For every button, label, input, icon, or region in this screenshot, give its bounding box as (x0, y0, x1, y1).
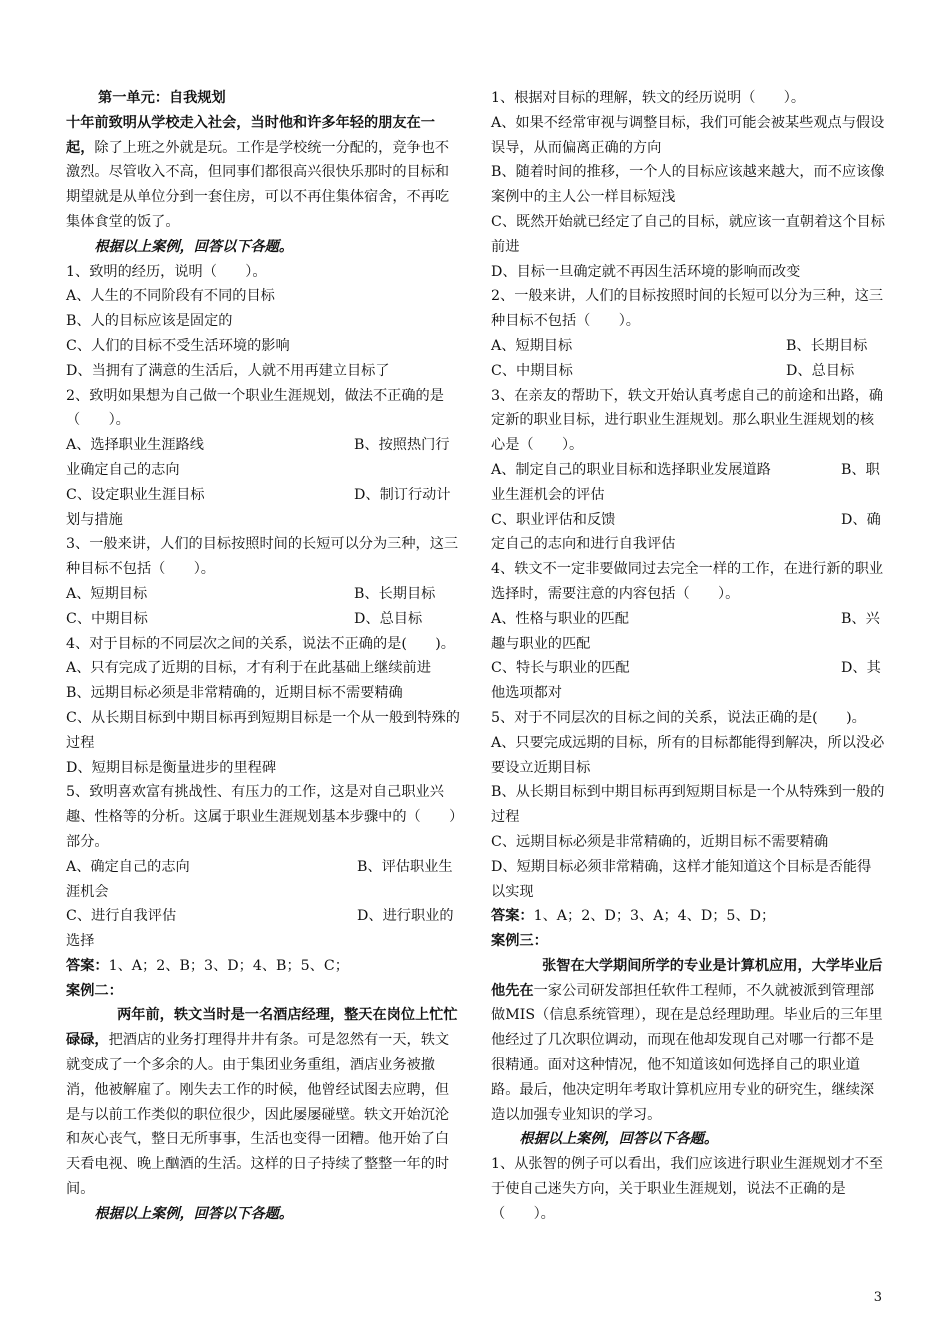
r-q3-option-c: C、职业评估和反馈 (491, 511, 616, 528)
l-q2-option-c: C、设定职业生涯目标 (66, 486, 205, 503)
l-q4-option-a: A、只有完成了近期的目标，才有利于在此基础上继续前进 (66, 660, 431, 677)
r-q2-options-cd (491, 359, 885, 384)
r-q4-option-d: D、其他选项都对 (491, 660, 881, 702)
l-q2-options-cd (66, 483, 460, 533)
case2-title: 案例二： (66, 982, 123, 999)
r-q4-options-cd (491, 656, 885, 706)
r-q1-option-c: C、既然开始就已经定了自己的目标，就应该一直朝着这个目标前进 (491, 213, 885, 255)
case2-bold: 两年前，轶文当时是一名酒店经理，整天在岗位上忙忙碌碌， (66, 1007, 458, 1049)
l-q1-option-c: C、人们的目标不受生活环境的影响 (66, 337, 290, 354)
l-q5-option-a: A、确定自己的志向 (66, 858, 190, 875)
case3-title: 案例三： (491, 933, 548, 950)
r-q1-option-d: D、目标一旦确定就不再因生活环境的影响而改变 (491, 263, 801, 280)
r-q1: 1、根据对目标的理解，轶文的经历说明（ ）。 (491, 90, 806, 106)
l-q1: 1、致明的经历，说明（ ）。 (66, 263, 267, 280)
r-q2-option-d: D、总目标 (786, 362, 855, 379)
r-q3: 3、在亲友的帮助下，轶文开始认真考虑自己的前途和出路，确定新的职业目标，进行职业生涯规划。那么职业生涯规划的核心是（ ）。 (491, 387, 884, 454)
l-q3-option-b: B、长期目标 (354, 585, 436, 602)
l-q3-option-d: D、总目标 (354, 610, 423, 627)
r-q5: 5、对于不同层次的目标之间的关系，说法正确的是( )。 (491, 709, 866, 726)
l-q3-option-c: C、中期目标 (66, 610, 148, 627)
l-q2: 2、致明如果想为自己做一个职业生涯规划，做法不正确的是（ ）。 (66, 387, 444, 429)
case1-prompt: 根据以上案例，回答以下各题。 (94, 238, 294, 255)
r-q2-option-a: A、短期目标 (491, 337, 573, 354)
l-q5: 5、致明喜欢富有挑战性、有压力的工作，这是对自己职业兴趣、性格等的分析。这属于职业生涯规划基本步骤中的（ ）部分。 (66, 784, 457, 850)
l-q5-option-b: B、评估职业生涯机会 (66, 858, 453, 900)
r-q1-option-b: B、随着时间的推移，一个人的目标应该越来越大，而不应该像案例中的主人公一样目标短浅 (491, 164, 885, 206)
r-answers (491, 904, 885, 929)
l-q3: 3、一般来讲，人们的目标按照时间的长短可以分为三种，这三种目标不包括（ ）。 (66, 536, 459, 578)
r-q4: 4、轶文不一定非要做同过去完全一样的工作，在进行新的职业选择时，需要注意的内容包括（ ）。 (491, 561, 884, 602)
r-q3-option-d: D、确定自己的志向和进行自我评估 (491, 511, 881, 553)
r-q1-option-a: A、如果不经常审视与调整目标，我们可能会被某些观点与假设误导，从而偏离正确的方向 (491, 114, 885, 156)
case3-rest: 一家公司研发部担任软件工程师，不久就被派到管理部做MIS（信息系统管理），现在是总经理助理。毕业后的三年里他经过了几次职位调动，而现在他却发现自己对哪一行都不是很精通。面对这种情况，他不知道该如何选择自己的职业道路。最后，他决定明年考取计算机应用专业的研究生，继续深造以加强专业知识的学习。 (491, 982, 883, 1123)
case1-paragraph (66, 111, 460, 235)
l-q2-option-b: B、按照热门行业确定自己的志向 (66, 437, 450, 478)
case3-paragraph (491, 954, 885, 1128)
case2-prompt: 根据以上案例，回答以下各题。 (94, 1205, 294, 1222)
r-q5-option-a: A、只要完成远期的目标，所有的目标都能得到解决，所以没必要设立近期目标 (491, 734, 885, 776)
l-q5-options-ab (66, 855, 460, 905)
r-q2-options-ab (491, 334, 885, 359)
r-q5-option-b: B、从长期目标到中期目标再到短期目标是一个从特殊到一般的过程 (491, 784, 885, 826)
l-answers (66, 954, 460, 979)
right-column (491, 86, 885, 1227)
l-q1-option-a: A、人生的不同阶段有不同的目标 (66, 288, 275, 305)
r-q4-options-ab (491, 607, 885, 657)
l-q4-option-d: D、短期目标是衡量进步的里程碑 (66, 759, 277, 776)
l-q4-option-b: B、远期目标必须是非常精确的，近期目标不需要精确 (66, 685, 403, 702)
r-q3-option-a: A、制定自己的职业目标和选择职业发展道路 (491, 461, 771, 478)
r-q4-option-b: B、兴趣与职业的匹配 (491, 610, 880, 652)
l-q1-option-d: D、当拥有了满意的生活后，人就不用再建立目标了 (66, 362, 390, 379)
l-q2-option-d: D、制订行动计划与措施 (66, 486, 451, 528)
case3-bold: 张智在大学期间所学的专业是计算机应用，大学毕业后他先在 (491, 957, 883, 999)
l-answers-text: 1、A；2、B；3、D；4、B；5、C； (108, 957, 349, 974)
r-q2-option-b: B、长期目标 (786, 337, 868, 354)
r-q2: 2、一般来讲，人们的目标按照时间的长短可以分为三种，这三种目标不包括（ ）。 (491, 288, 884, 330)
case2-paragraph (66, 1003, 460, 1201)
r-q3-options-cd (491, 508, 885, 558)
l-q4: 4、对于目标的不同层次之间的关系，说法不正确的是( )。 (66, 635, 455, 652)
r-q4-option-a: A、性格与职业的匹配 (491, 610, 629, 627)
l-q4-option-c: C、从长期目标到中期目标再到短期目标是一个从一般到特殊的过程 (66, 709, 460, 751)
case1-rest: 除了上班之外就是玩。工作是学校统一分配的，竞争也不激烈。尽管收入不高，但同事们都很高兴很快乐那时的目标和期望就是从单位分到一套住房，可以不再住集体宿舍，不再吃集体食堂的饭了。 (66, 139, 450, 230)
l-q3-option-a: A、短期目标 (66, 585, 148, 602)
r-q6: 1、从张智的例子可以看出，我们应该进行职业生涯规划才不至于使自己迷失方向，关于职业生涯规划，说法不正确的是（ ）。 (491, 1156, 884, 1222)
left-column (66, 86, 460, 1227)
l-q2-option-a: A、选择职业生涯路线 (66, 437, 204, 454)
case3-prompt: 根据以上案例，回答以下各题。 (519, 1131, 719, 1148)
r-answers-label: 答案： (491, 908, 534, 925)
unit-title: 第一单元：自我规划 (98, 90, 226, 106)
r-q3-option-b: B、职业生涯机会的评估 (491, 461, 880, 503)
r-q4-option-c: C、特长与职业的匹配 (491, 660, 630, 677)
case1-bold: 十年前致明从学校走入社会，当时他和许多年轻的朋友在一起， (66, 114, 435, 156)
l-q5-option-d: D、进行职业的选择 (66, 908, 454, 950)
l-q3-options-cd (66, 607, 460, 632)
l-q3-options-ab (66, 582, 460, 607)
r-answers-text: 1、A；2、D；3、A；4、D；5、D； (533, 908, 776, 925)
page-number: 3 (873, 1290, 882, 1305)
l-q5-options-cd (66, 904, 460, 954)
l-q2-options-ab (66, 433, 460, 483)
r-q3-options-ab (491, 458, 885, 508)
r-q5-option-d: D、短期目标必须非常精确，这样才能知道这个目标是否能得以实现 (491, 858, 872, 900)
l-q5-option-c: C、进行自我评估 (66, 908, 177, 925)
r-q5-option-c: C、远期目标必须是非常精确的，近期目标不需要精确 (491, 833, 829, 850)
l-answers-label: 答案： (66, 957, 109, 974)
case2-rest: 把酒店的业务打理得井井有条。可是忽然有一天，轶文就变成了一个多余的人。由于集团业务重组，酒店业务被撤消，他被解雇了。刚失去工作的时候，他曾经试图去应聘，但是与以前工作类似的职位很少，因此屡屡碰壁。轶文开始沉沦和灰心丧气，整日无所事事，生活也变得一团糟。他开始了白天看电视、晚上酗酒的生活。这样的日子持续了整整一年的时间。 (66, 1032, 450, 1198)
l-q1-option-b: B、人的目标应该是固定的 (66, 313, 233, 330)
r-q2-option-c: C、中期目标 (491, 362, 573, 379)
